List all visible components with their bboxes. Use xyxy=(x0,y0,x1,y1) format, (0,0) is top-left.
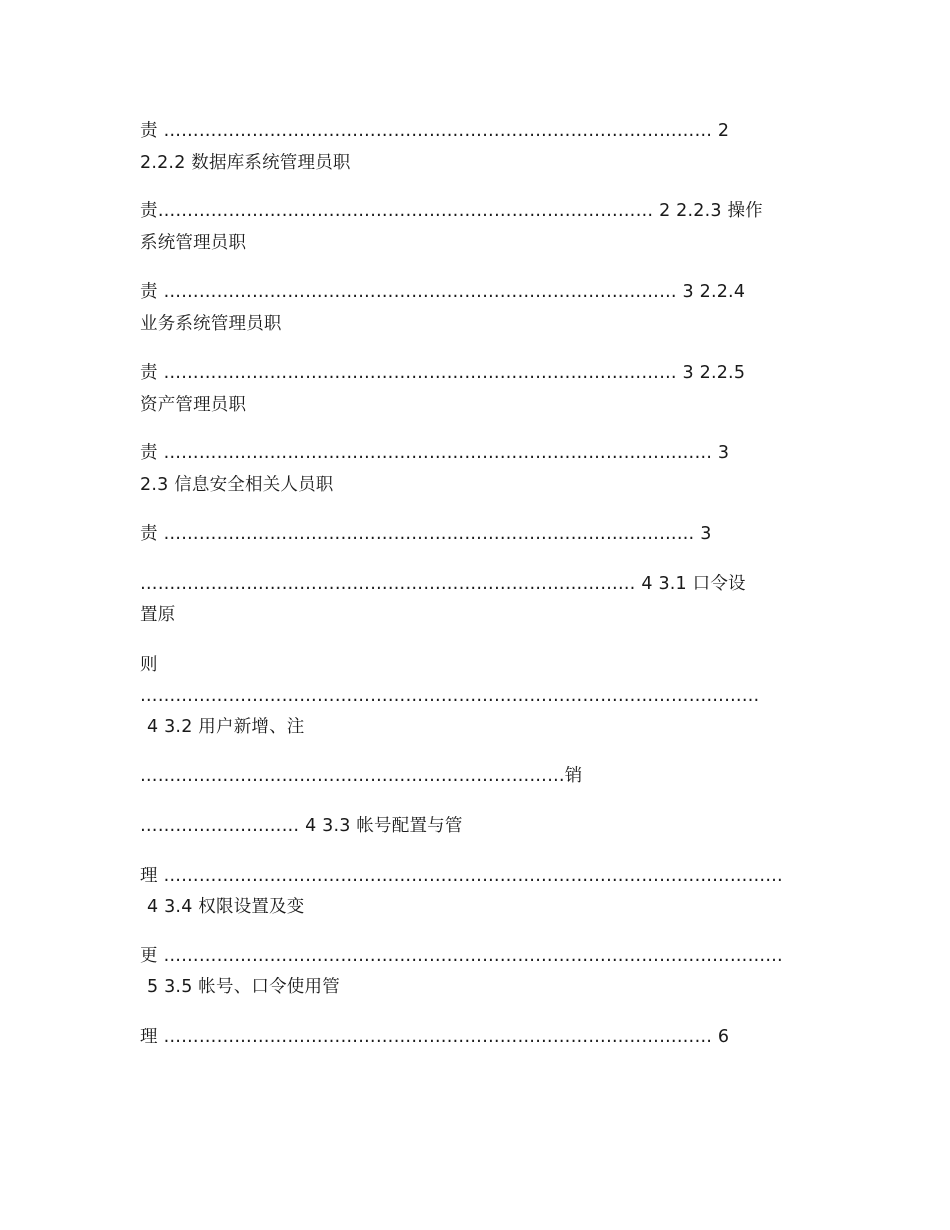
toc-line: 责 …………………………………………………………………………… 3 2.2.5 xyxy=(140,363,746,383)
toc-line: 2.3 信息安全相关人员职 xyxy=(140,475,334,495)
toc-line: ………………………………………………………………………… 4 3.1 口令设 xyxy=(140,574,746,594)
toc-line: 责 …………………………………………………………………………… 3 2.2.4 xyxy=(140,282,746,302)
toc-line: 置原 xyxy=(140,605,176,625)
toc-line: 4 3.2 用户新增、注 xyxy=(147,717,305,737)
toc-line: 理 …………………………………………………………………………………………… xyxy=(140,866,783,886)
toc-line: 理 ………………………………………………………………………………… 6 xyxy=(140,1027,730,1047)
toc-line: 业务系统管理员职 xyxy=(140,314,282,334)
toc-line: 资产管理员职 xyxy=(140,395,247,415)
toc-line: 更 …………………………………………………………………………………………… xyxy=(140,946,783,966)
toc-line: ………………………………………………………………销 xyxy=(140,766,583,786)
toc-line: 责 ……………………………………………………………………………… 3 xyxy=(140,524,712,544)
toc-line: …………………………………………………………………………………………… xyxy=(140,686,760,706)
toc-line: 责………………………………………………………………………… 2 2.2.3 操作 xyxy=(140,201,763,221)
toc-line: 系统管理员职 xyxy=(140,233,247,253)
toc-line: 5 3.5 帐号、口令使用管 xyxy=(147,977,340,997)
toc-line: 责 ………………………………………………………………………………… 2 xyxy=(140,121,730,141)
toc-line: 责 ………………………………………………………………………………… 3 xyxy=(140,443,730,463)
toc-line: 4 3.4 权限设置及变 xyxy=(147,897,305,917)
toc-line: ……………………… 4 3.3 帐号配置与管 xyxy=(140,816,463,836)
toc-line: 2.2.2 数据库系统管理员职 xyxy=(140,153,351,173)
toc-line: 则 xyxy=(140,655,158,675)
